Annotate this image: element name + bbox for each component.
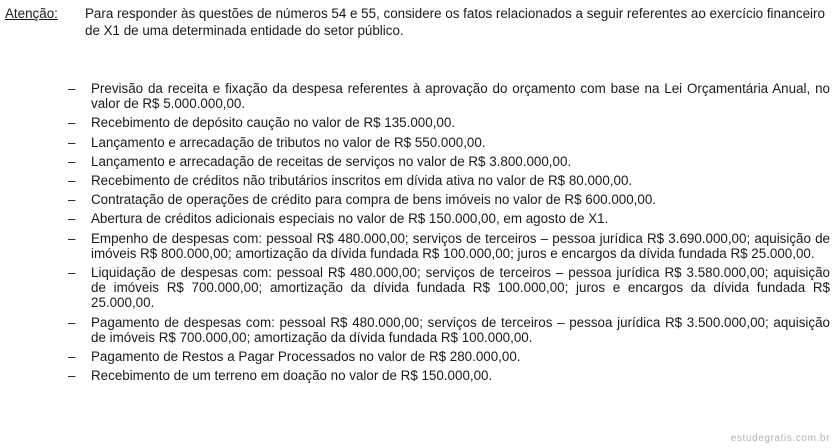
attention-label: Atenção:	[5, 6, 58, 21]
list-item-text: Abertura de créditos adicionais especiais no valor de R$ 150.000,00, em agosto de X1.	[91, 211, 609, 227]
dash-bullet: –	[68, 314, 76, 330]
list-item	[68, 349, 830, 364]
dash-bullet: –	[68, 192, 76, 208]
list-item-text: Pagamento de despesas com: pessoal R$ 480.000,00; serviços de terceiros – pessoa jurídica R$ 3.500.000,00; aquisição de imóveis R$ 700.000,00; amortização da dívida fundada R$ 100.000,00.	[91, 314, 830, 345]
dash-bullet: –	[68, 349, 76, 365]
list-item-text: Empenho de despesas com: pessoal R$ 480.000,00; serviços de terceiros – pessoa jurídica R$ 3.690.000,00; aquisição de imóveis R$ 800.000,00; amortização da dívida fundada R$ 100.000,00; juros e encargos da dívida fundada R$ 25.000,00.	[91, 230, 830, 261]
list-item-text: Recebimento de créditos não tributários inscritos em dívida ativa no valor de R$ 80.000,00.	[91, 173, 633, 189]
list-item	[68, 231, 830, 261]
dash-bullet: –	[68, 230, 76, 246]
list-item-text: Recebimento de um terreno em doação no valor de R$ 150.000,00.	[91, 368, 493, 384]
dash-bullet: –	[68, 115, 76, 131]
list-item	[68, 173, 830, 188]
list-item	[68, 315, 830, 345]
facts-list	[68, 81, 830, 387]
dash-bullet: –	[68, 153, 76, 169]
attention-text: Para responder às questões de números 54 e 55, considere os fatos relacionados a seguir referentes ao exercício financeiro de X1 de uma determinada entidade do setor público.	[85, 6, 825, 38]
dash-bullet: –	[68, 173, 76, 189]
watermark: estudegratis.com.br	[730, 433, 830, 444]
list-item	[68, 265, 830, 311]
list-item	[68, 211, 830, 226]
list-item-text: Pagamento de Restos a Pagar Processados no valor de R$ 280.000,00.	[91, 349, 521, 365]
list-item-text: Recebimento de depósito caução no valor de R$ 135.000,00.	[91, 115, 456, 131]
list-item	[68, 192, 830, 207]
dash-bullet: –	[68, 368, 76, 384]
list-item-text: Previsão da receita e fixação da despesa referentes à aprovação do orçamento com base na Lei Orçamentária Anual, no valor de R$ 5.000.000,00.	[91, 81, 830, 112]
list-item	[68, 154, 830, 169]
list-item-text: Lançamento e arrecadação de tributos no valor de R$ 550.000,00.	[91, 134, 486, 150]
list-item	[68, 81, 830, 111]
list-item-text: Lançamento e arrecadação de receitas de serviços no valor de R$ 3.800.000,00.	[91, 153, 572, 169]
list-item	[68, 135, 830, 150]
dash-bullet: –	[68, 265, 76, 281]
list-item	[68, 115, 830, 130]
dash-bullet: –	[68, 81, 76, 96]
list-item	[68, 368, 830, 383]
list-item-text: Contratação de operações de crédito para compra de bens imóveis no valor de R$ 600.000,00.	[91, 192, 656, 208]
dash-bullet: –	[68, 134, 76, 150]
dash-bullet: –	[68, 211, 76, 227]
list-item-text: Liquidação de despesas com: pessoal R$ 480.000,00; serviços de terceiros – pessoa jurídica R$ 3.580.000,00; aquisição de imóveis R$ 700.000,00; amortização da dívida fundada R$ 100.000,00; juros e encargos da dívida fundada R$ 25.000,00.	[91, 265, 830, 311]
